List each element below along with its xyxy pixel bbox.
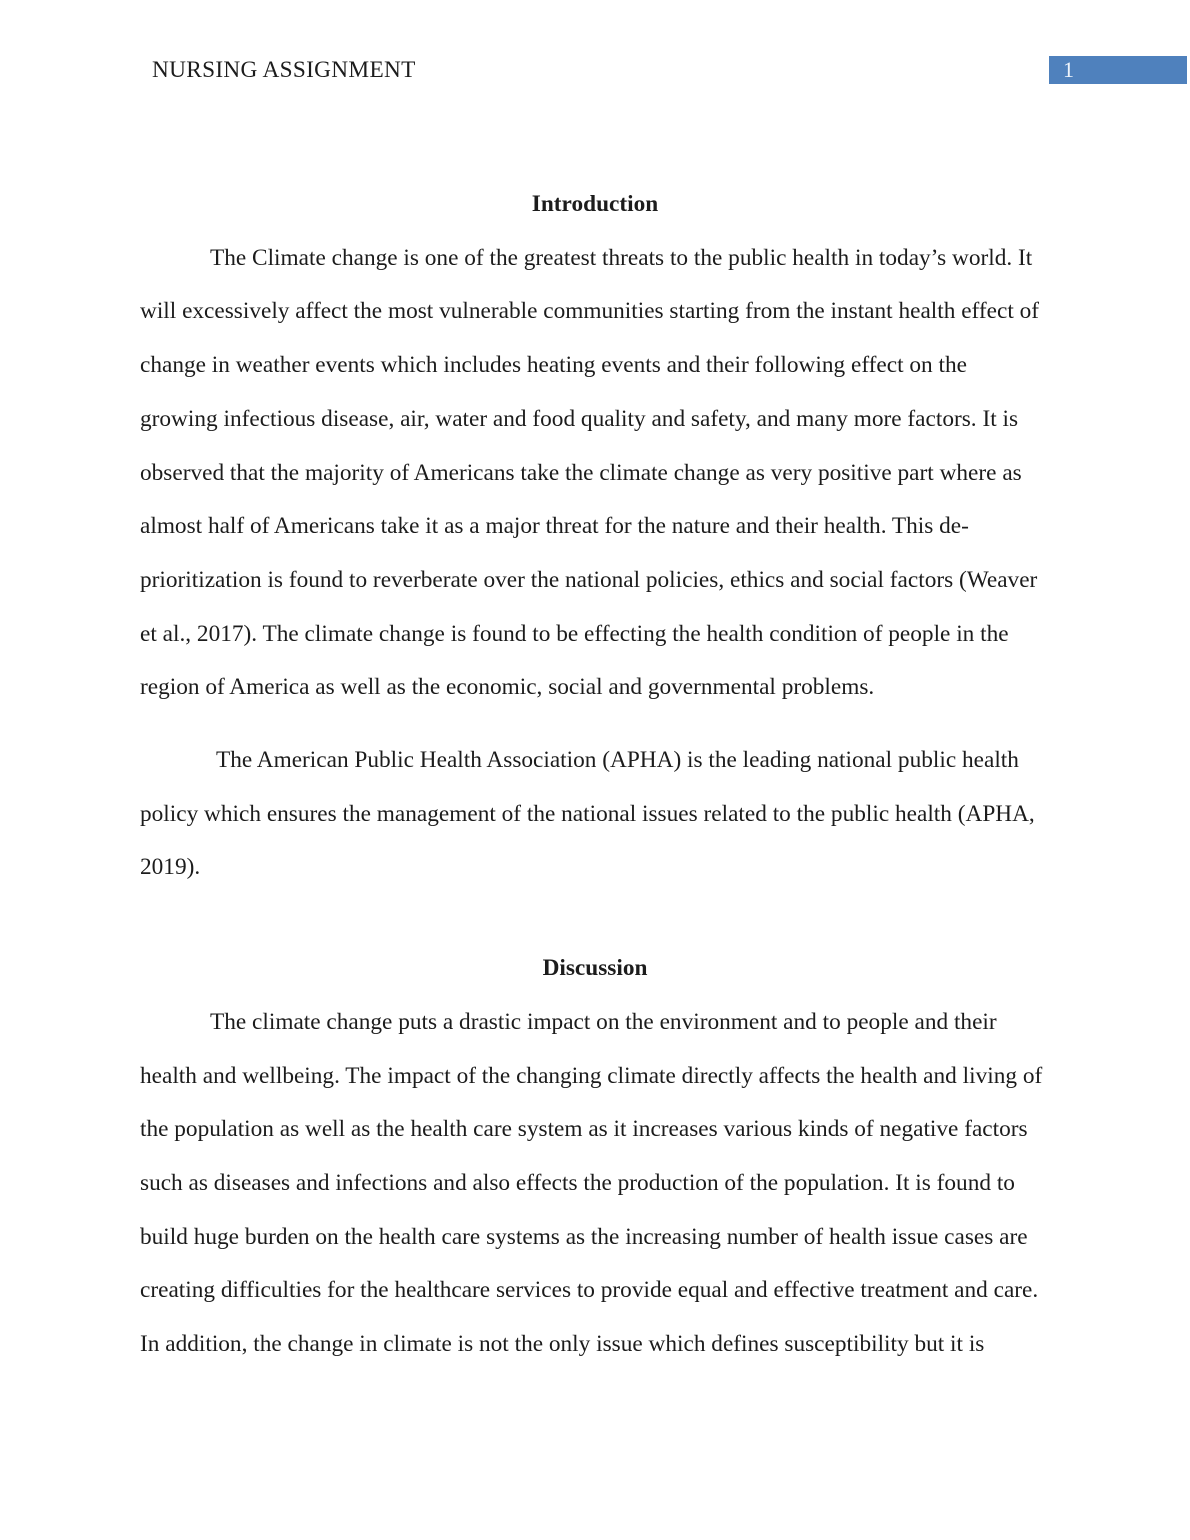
section-heading-introduction: Introduction xyxy=(531,191,659,217)
document-body xyxy=(140,178,1050,1372)
page-number: 1 xyxy=(1063,57,1074,82)
section-heading-discussion: Discussion xyxy=(542,955,648,982)
page-header xyxy=(152,55,1190,85)
paragraph-discussion-1: The climate change puts a drastic impact on the environment and to people and their health and wellbeing. The impact of the changing climate directly affects the health and living of the population as well as the health care system as it increases various kinds of negative factors such as diseases and infections and also effects the production of the population. It is found to build huge burden on the health care systems as the increasing number of health issue cases are creating difficulties for the healthcare services to provide equal and effective treatment and care. In addition, the change in climate is not the only issue which defines susceptibility but it is xyxy=(140,1008,1043,1358)
paragraph-intro-1: The Climate change is one of the greatest threats to the public health in today’s world. It will excessively affect the most vulnerable communities starting from the instant health effect of change in weather events which includes heating events and their following effect on the growing infectious disease, air, water and food quality and safety, and many more factors. It is observed that the majority of Americans take the climate change as very positive part where as almost half of Americans take it as a major threat for the nature and their health. This de-prioritization is found to reverberate over the national policies, ethics and social factors (Weaver et al., 2017). The climate change is found to be effecting the health condition of people in the region of America as well as the economic, social and governmental problems. xyxy=(140,244,1040,701)
paragraph-intro-2: The American Public Health Association (APHA) is the leading national public health policy which ensures the management of the national issues related to the public health (APHA, 2019). xyxy=(140,747,1035,881)
page-number-box xyxy=(1049,56,1187,84)
running-head: NURSING ASSIGNMENT xyxy=(152,56,416,83)
